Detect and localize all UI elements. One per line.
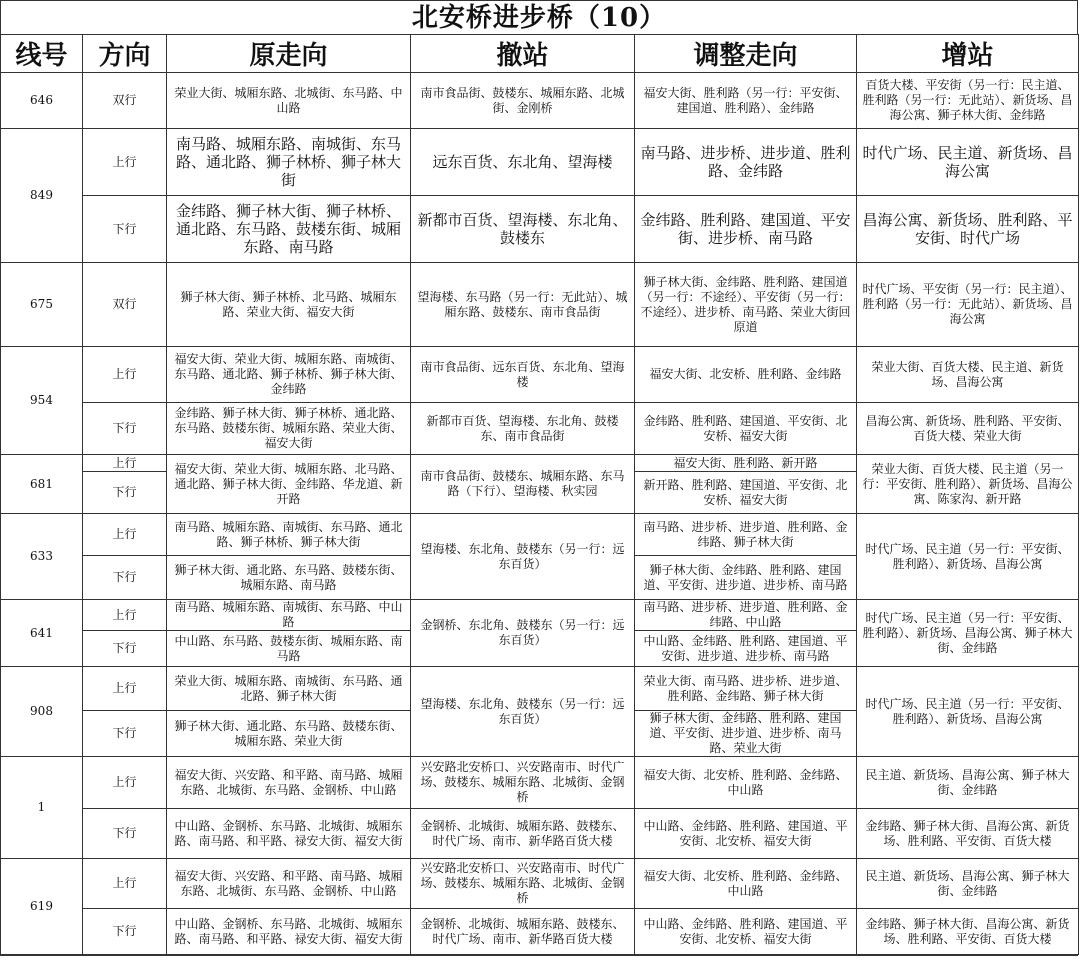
original-route: 南马路、城厢东路、南城街、东马路、中山路 (167, 600, 411, 631)
adjusted-route: 福安大街、北安桥、胜利路、金纬路 (635, 347, 857, 403)
line-number: 908 (1, 667, 83, 757)
added-stops: 金纬路、狮子林大街、昌海公寓、新货场、胜利路、平安街、百货大楼 (857, 909, 1079, 955)
original-route: 福安大街、荣业大街、城厢东路、南城街、东马路、通北路、狮子林桥、狮子林大街、金纬路 (167, 347, 411, 403)
direction: 上行 (83, 129, 167, 196)
direction: 下行 (83, 909, 167, 955)
original-route: 狮子林大街、狮子林桥、北马路、城厢东路、荣业大街、福安大街 (167, 263, 411, 347)
removed-stops: 金钢桥、东北角、鼓楼东（另一行：远东百货） (411, 600, 635, 667)
original-route: 南马路、城厢东路、南城街、东马路、通北路、狮子林桥、狮子林大街 (167, 129, 411, 196)
original-route: 荣业大街、城厢东路、北城街、东马路、中山路 (167, 73, 411, 129)
added-stops: 时代广场、民主道（另一行：平安街、胜利路）、新货场、昌海公寓 (857, 514, 1079, 600)
added-stops: 时代广场、民主道、新货场、昌海公寓 (857, 129, 1079, 196)
removed-stops: 兴安路北安桥口、兴安路南市、时代广场、鼓楼东、城厢东路、北城街、金钢桥 (411, 757, 635, 809)
adjusted-route: 中山路、金纬路、胜利路、建国道、平安街、北安桥、福安大街 (635, 909, 857, 955)
added-stops: 时代广场、民主道（另一行：平安街、胜利路）、新货场、昌海公寓 (857, 667, 1079, 757)
table-row (1, 514, 1079, 556)
direction: 下行 (83, 711, 167, 757)
added-stops: 昌海公寓、新货场、胜利路、平安街、时代广场 (857, 196, 1079, 263)
original-route: 狮子林大街、通北路、东马路、鼓楼东街、城厢东路、南马路 (167, 556, 411, 600)
table-row (1, 809, 1079, 859)
table-row (1, 757, 1079, 809)
header-row (1, 35, 1079, 73)
original-route: 福安大街、兴安路、和平路、南马路、城厢东路、北城街、东马路、金钢桥、中山路 (167, 757, 411, 809)
direction: 上行 (83, 455, 167, 472)
original-route: 中山路、金钢桥、东马路、北城街、城厢东路、南马路、和平路、禄安大街、福安大街 (167, 909, 411, 955)
adjusted-route: 狮子林大街、金纬路、胜利路、建国道、平安街、进步道、进步桥、南马路、荣业大街 (635, 711, 857, 757)
direction: 下行 (83, 403, 167, 455)
line-number: 633 (1, 514, 83, 600)
line-number: 1 (1, 757, 83, 859)
added-stops: 金纬路、狮子林大街、昌海公寓、新货场、胜利路、平安街、百货大楼 (857, 809, 1079, 859)
removed-stops: 南市食品街、鼓楼东、城厢东路、东马路（下行）、望海楼、秋实园 (411, 455, 635, 514)
line-number: 849 (1, 129, 83, 263)
table-row (1, 667, 1079, 711)
table-row (1, 263, 1079, 347)
removed-stops: 新都市百货、望海楼、东北角、鼓楼东 (411, 196, 635, 263)
added-stops: 昌海公寓、新货场、胜利路、平安街、百货大楼、荣业大街 (857, 403, 1079, 455)
original-route: 金纬路、狮子林大街、狮子林桥、通北路、东马路、鼓楼东街、城厢东路、南马路 (167, 196, 411, 263)
added-stops: 荣业大街、百货大楼、民主道（另一行：平安街、胜利路）、新货场、昌海公寓、陈家沟、新开路 (857, 455, 1079, 514)
removed-stops: 望海楼、东北角、鼓楼东（另一行：远东百货） (411, 514, 635, 600)
removed-stops: 新都市百货、望海楼、东北角、鼓楼东、南市食品街 (411, 403, 635, 455)
direction: 下行 (83, 472, 167, 514)
table-row (1, 859, 1079, 909)
original-route: 荣业大街、城厢东路、南城街、东马路、通北路、狮子林大街 (167, 667, 411, 711)
adjusted-route: 南马路、进步桥、进步道、胜利路、金纬路、中山路 (635, 600, 857, 631)
adjusted-route: 新开路、胜利路、建国道、平安街、北安桥、福安大街 (635, 472, 857, 514)
added-stops: 荣业大街、百货大楼、民主道、新货场、昌海公寓 (857, 347, 1079, 403)
removed-stops: 望海楼、东北角、鼓楼东（另一行：远东百货） (411, 667, 635, 757)
table-row (1, 347, 1079, 403)
direction: 上行 (83, 600, 167, 631)
direction: 上行 (83, 667, 167, 711)
col-header-original-route: 原走向 (167, 35, 411, 73)
direction: 双行 (83, 73, 167, 129)
direction: 上行 (83, 757, 167, 809)
col-header-line: 线号 (1, 35, 83, 73)
original-route: 狮子林大街、通北路、东马路、鼓楼东街、城厢东路、荣业大街 (167, 711, 411, 757)
adjusted-route: 狮子林大街、金纬路、胜利路、建国道、平安街、进步道、进步桥、南马路 (635, 556, 857, 600)
added-stops: 时代广场、民主道（另一行：平安街、胜利路）、新货场、昌海公寓、狮子林大街、金纬路 (857, 600, 1079, 667)
removed-stops: 远东百货、东北角、望海楼 (411, 129, 635, 196)
original-route: 福安大街、兴安路、和平路、南马路、城厢东路、北城街、东马路、金钢桥、中山路 (167, 859, 411, 909)
line-number: 675 (1, 263, 83, 347)
adjusted-route: 中山路、金纬路、胜利路、建国道、平安街、北安桥、福安大街 (635, 809, 857, 859)
table-row (1, 403, 1079, 455)
original-route: 南马路、城厢东路、南城街、东马路、通北路、狮子林桥、狮子林大街 (167, 514, 411, 556)
line-number: 681 (1, 455, 83, 514)
direction: 上行 (83, 514, 167, 556)
col-header-direction: 方向 (83, 35, 167, 73)
adjusted-route: 狮子林大街、金纬路、胜利路、建国道（另一行：不途经）、平安街（另一行：不途经）、进步桥、南马路、荣业大街回原道 (635, 263, 857, 347)
adjusted-route: 中山路、金纬路、胜利路、建国道、平安街、进步道、进步桥、南马路 (635, 631, 857, 667)
col-header-removed-stops: 撤站 (411, 35, 635, 73)
col-header-adjusted-route: 调整走向 (635, 35, 857, 73)
direction: 下行 (83, 196, 167, 263)
adjusted-route: 荣业大街、南马路、进步桥、进步道、胜利路、金纬路、狮子林大街 (635, 667, 857, 711)
adjusted-route: 福安大街、北安桥、胜利路、金纬路、中山路 (635, 859, 857, 909)
adjusted-route: 金纬路、胜利路、建国道、平安街、进步桥、南马路 (635, 196, 857, 263)
line-number: 619 (1, 859, 83, 955)
original-route: 福安大街、荣业大街、城厢东路、北马路、通北路、狮子林大街、金纬路、华龙道、新开路 (167, 455, 411, 514)
adjusted-route: 福安大街、胜利路（另一行：平安街、建国道、胜利路）、金纬路 (635, 73, 857, 129)
added-stops: 时代广场、平安街（另一行：民主道）、胜利路（另一行：无此站）、新货场、昌海公寓 (857, 263, 1079, 347)
removed-stops: 金钢桥、北城街、城厢东路、鼓楼东、时代广场、南市、新华路百货大楼 (411, 809, 635, 859)
adjusted-route: 南马路、进步桥、进步道、胜利路、金纬路、狮子林大街 (635, 514, 857, 556)
original-route: 中山路、金钢桥、东马路、北城街、城厢东路、南马路、和平路、禄安大街、福安大街 (167, 809, 411, 859)
removed-stops: 金钢桥、北城街、城厢东路、鼓楼东、时代广场、南市、新华路百货大楼 (411, 909, 635, 955)
removed-stops: 兴安路北安桥口、兴安路南市、时代广场、鼓楼东、城厢东路、北城街、金钢桥 (411, 859, 635, 909)
table-bottom-edge (0, 955, 1078, 962)
table-row (1, 73, 1079, 129)
table-row (1, 129, 1079, 196)
adjusted-route: 福安大街、胜利路、新开路 (635, 455, 857, 472)
original-route: 中山路、东马路、鼓楼东街、城厢东路、南马路 (167, 631, 411, 667)
removed-stops: 南市食品街、远东百货、东北角、望海楼 (411, 347, 635, 403)
line-number: 954 (1, 347, 83, 455)
col-header-added-stops: 增站 (857, 35, 1079, 73)
line-number: 641 (1, 600, 83, 667)
direction: 双行 (83, 263, 167, 347)
added-stops: 民主道、新货场、昌海公寓、狮子林大街、金纬路 (857, 757, 1079, 809)
direction: 下行 (83, 556, 167, 600)
table-row (1, 196, 1079, 263)
line-number: 646 (1, 73, 83, 129)
table-row (1, 455, 1079, 472)
route-adjustment-table (0, 34, 1079, 955)
table-row (1, 600, 1079, 631)
adjusted-route: 金纬路、胜利路、建国道、平安街、北安桥、福安大街 (635, 403, 857, 455)
adjusted-route: 南马路、进步桥、进步道、胜利路、金纬路 (635, 129, 857, 196)
added-stops: 民主道、新货场、昌海公寓、狮子林大街、金纬路 (857, 859, 1079, 909)
direction: 下行 (83, 631, 167, 667)
direction: 上行 (83, 859, 167, 909)
removed-stops: 南市食品街、鼓楼东、城厢东路、北城街、金刚桥 (411, 73, 635, 129)
table-title: 北安桥进步桥（10） (0, 0, 1078, 34)
removed-stops: 望海楼、东马路（另一行：无此站）、城厢东路、鼓楼东、南市食品街 (411, 263, 635, 347)
direction: 上行 (83, 347, 167, 403)
direction: 下行 (83, 809, 167, 859)
adjusted-route: 福安大街、北安桥、胜利路、金纬路、中山路 (635, 757, 857, 809)
table-row (1, 909, 1079, 955)
original-route: 金纬路、狮子林大街、狮子林桥、通北路、东马路、鼓楼东街、城厢东路、荣业大街、福安大街 (167, 403, 411, 455)
added-stops: 百货大楼、平安街（另一行：民主道、胜利路（另一行：无此站）、新货场、昌海公寓、狮子林大街、金纬路 (857, 73, 1079, 129)
